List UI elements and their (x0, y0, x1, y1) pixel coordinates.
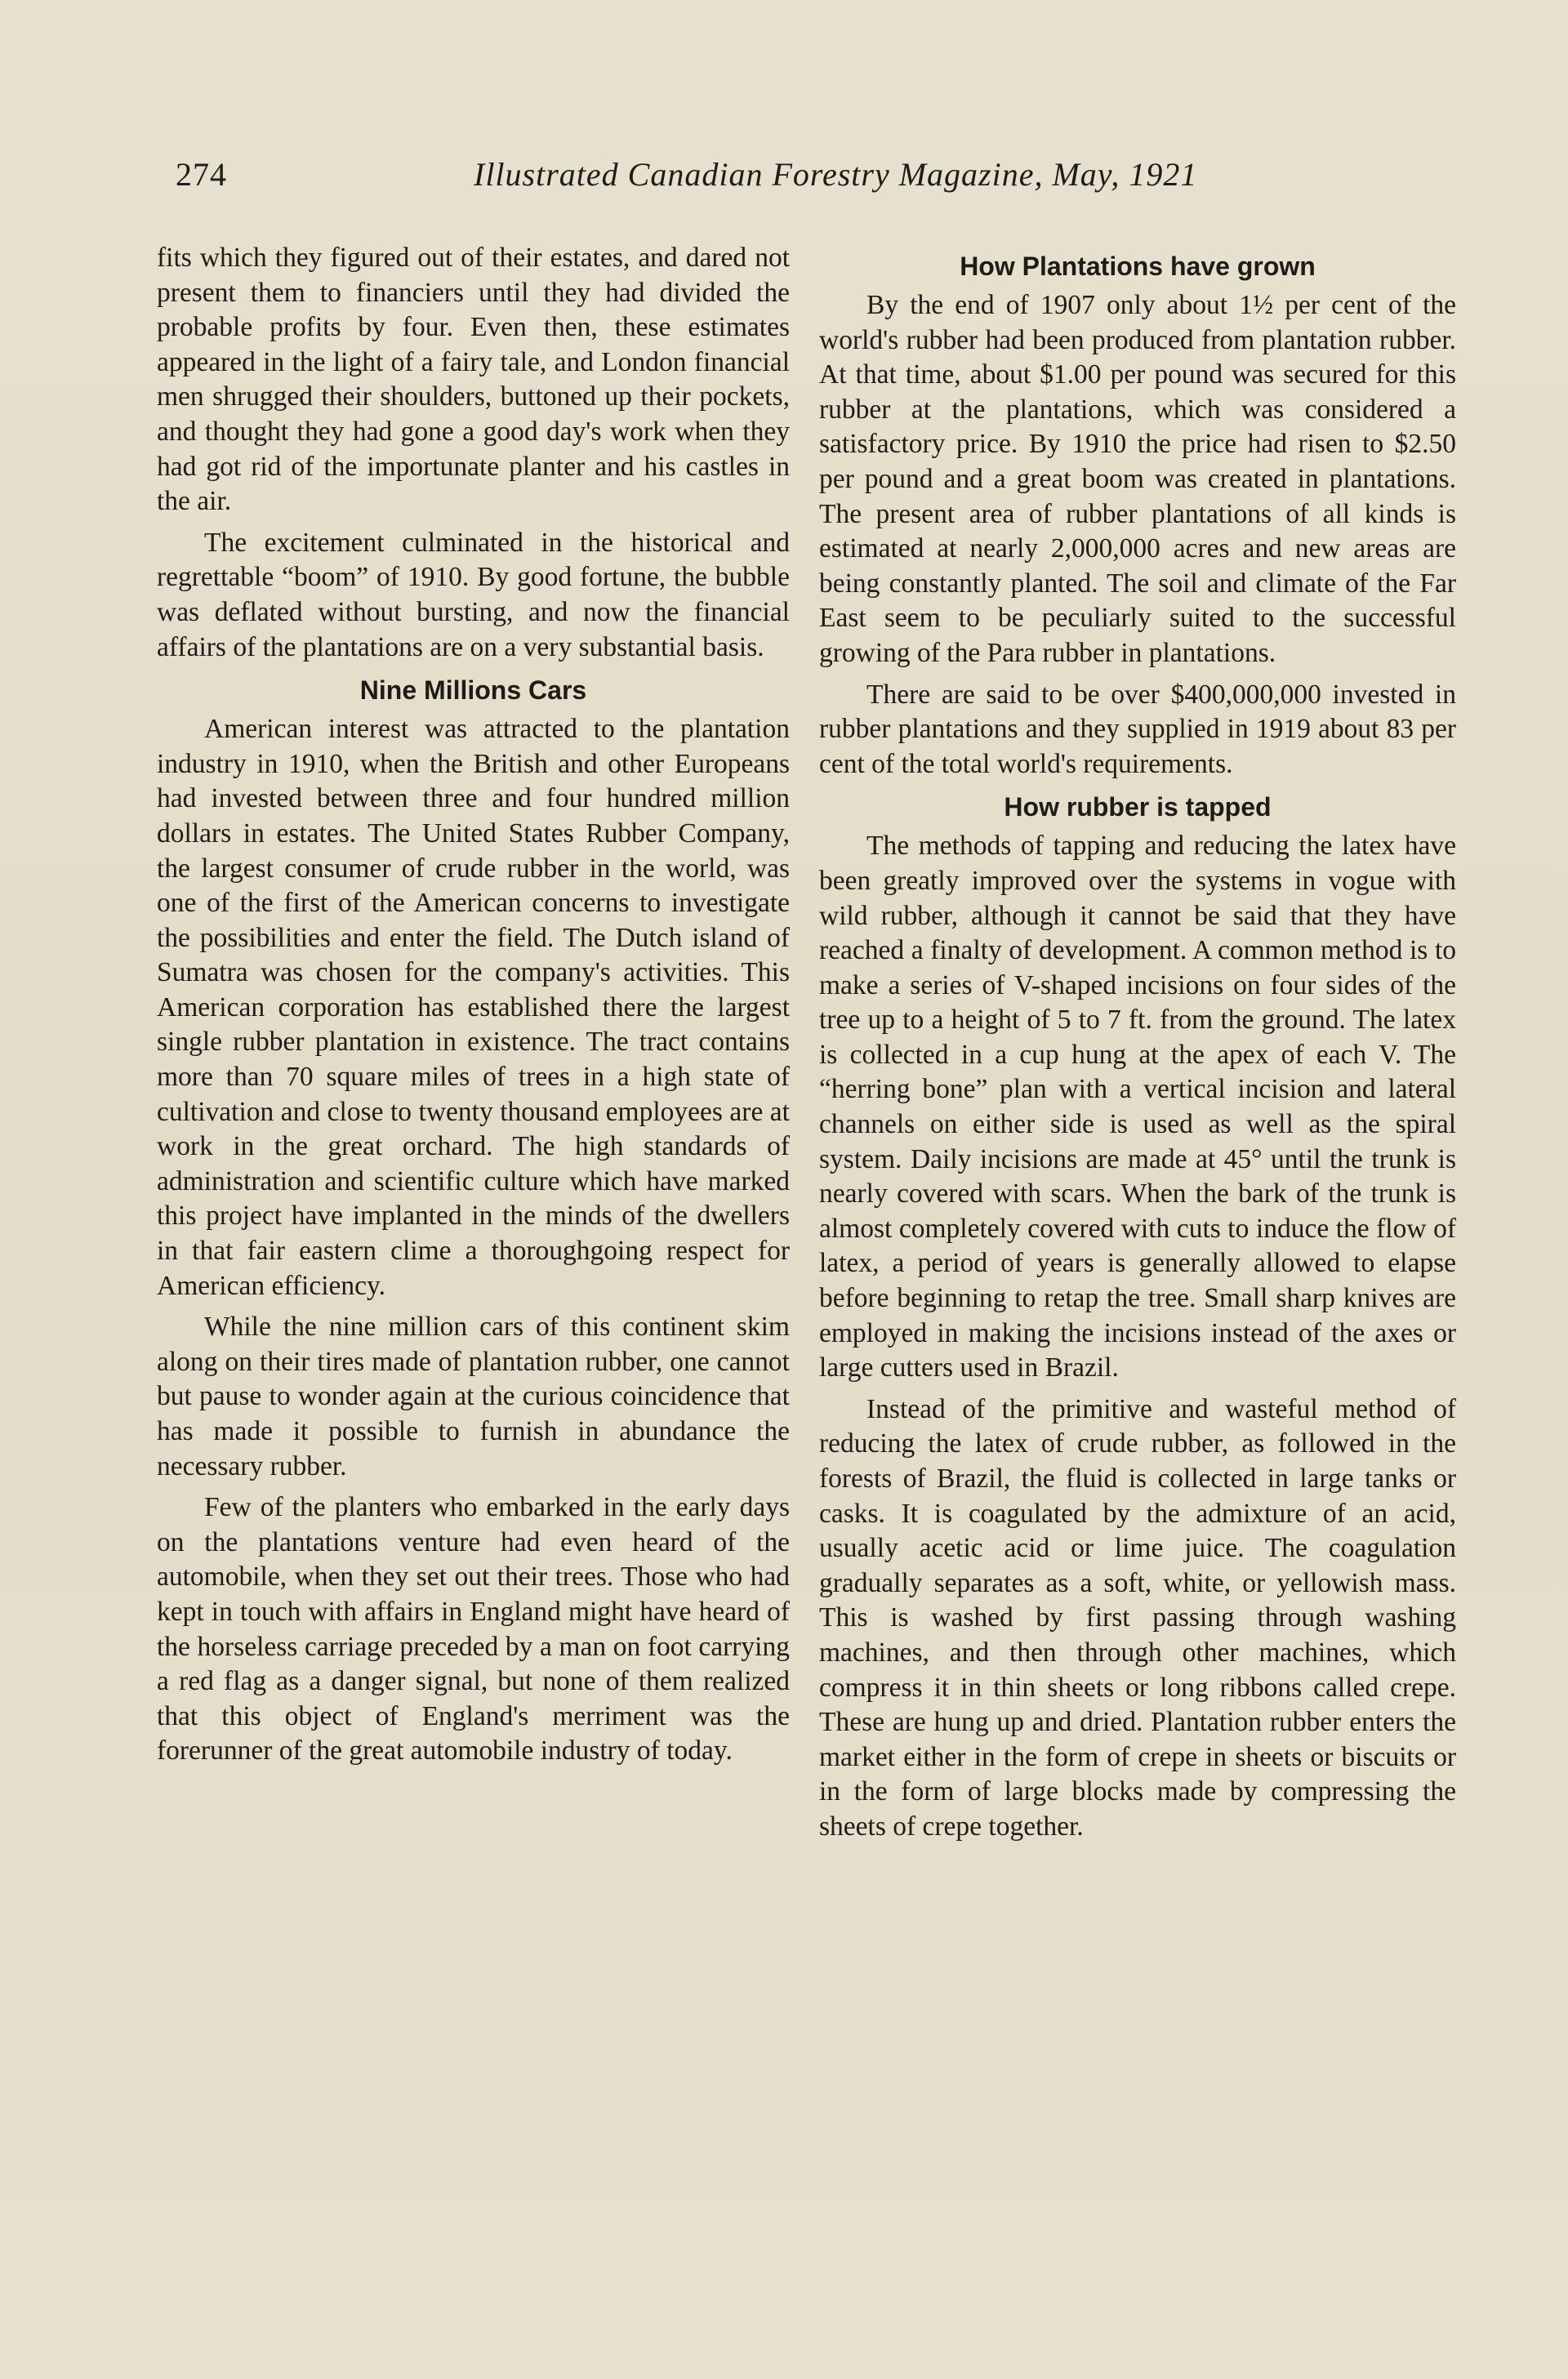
paragraph: fits which they figured out of their estates, and dared not present them to financiers until they had divided the probable profits by four. Even then, these estimates appeared in the light of a fairy tale, and London financial men shrugged their shoulders, buttoned up their pockets, and thought they had gone a good day's work when they had got rid of the importunate planter and his castles in the air. (157, 243, 790, 517)
paragraph: Instead of the primitive and wasteful method of reducing the latex of crude rubber, as followed in the forests of Brazil, the fluid is collected in large tanks or casks. It is coagulated by the admixture of an acid, usually acetic acid or lime juice. The coagulation gradually separates as a soft, white, or yellowish mass. This is washed by first passing through washing machines, and then through other machines, which compress it in thin sheets or long ribbons called crepe. These are hung up and dried. Plantation rubber enters the market either in the form of crepe in sheets or biscuits or in the form of large blocks made by compressing the sheets of crepe together. (819, 1393, 1456, 1842)
paragraph: American interest was attracted to the plantation industry in 1910, when the British and other Europeans had invested between three and four hundred million dollars in estates. The United States Rubber Company, the largest consumer of crude rubber in the world, was one of the first of the American concerns to investigate the possibilities and enter the field. The Dutch island of Sumatra was chosen for the company's activities. This American corporation has established there the largest single rubber plantation in existence. The tract contains more than 70 square miles of trees in a high state of cultivation and close to twenty thousand employees are at work in the great orchard. The high standards of administration and scientific culture which have marked this project have implanted in the minds of the dwellers in that fair eastern clime a thoroughgoing respect for American efficiency. (157, 714, 790, 1301)
paragraph: The excitement culminated in the historical and regrettable “boom” of 1910. By good fortune, the bubble was deflated without bursting, and now the financial affairs of the plantations are on a very substantial basis. (157, 527, 790, 662)
paragraph: There are said to be over $400,000,000 invested in rubber plantations and they supplied in 1919 about 83 per cent of the total world's requirements. (819, 679, 1456, 779)
section-heading: How Plantations have grown (960, 252, 1316, 281)
page-header (176, 155, 1198, 212)
paragraph: By the end of 1907 only about 1½ per cent of the world's rubber had been produced from plantation rubber. At that time, about $1.00 per pound was secured for this rubber at the plantations, which was considered a satisfactory price. By 1910 the price had risen to $2.50 per pound and a great boom was created in plantations. The present area of rubber plantations of all kinds is estimated at nearly 2,000,000 acres and new areas are being constantly planted. The soil and climate of the Far East seem to be peculiarly suited to the successful growing of the Para rubber in plantations. (819, 290, 1456, 668)
section-heading: How rubber is tapped (1004, 792, 1272, 822)
paragraph: The methods of tapping and reducing the latex have been greatly improved over the systems in vogue with wild rubber, although it cannot be said that they have reached a finalty of development. A common method is to make a series of V-shaped incisions on four sides of the tree up to a height of 5 to 7 ft. from the ground. The latex is collected in a cup hung at the apex of each V. The “herring bone” plan with a vertical incision and lateral channels on either side is used as well as the spiral system. Daily incisions are made at 45° until the trunk is nearly covered with scars. When the bark of the trunk is almost completely covered with cuts to induce the flow of latex, a period of years is generally allowed to elapse before beginning to retap the tree. Small sharp knives are employed in making the incisions instead of the axes or large cutters used in Brazil. (819, 831, 1456, 1383)
section-heading: Nine Millions Cars (359, 675, 587, 706)
paragraph: Few of the planters who embarked in the early days on the plantations venture had even heard of the automobile, when they set out their trees. Those who had kept in touch with affairs in England might have heard of the horseless carriage preceded by a man on foot carrying a red flag as a danger signal, but none of them realized that this object of England's merriment was the forerunner of the great automobile industry of today. (157, 1492, 790, 1766)
paragraph: While the nine million cars of this continent skim along on their tires made of plantation rubber, one cannot but pause to wonder again at the curious coincidence that has made it possible to furnish in abundance the necessary rubber. (157, 1312, 790, 1481)
page-number: 274 (176, 156, 227, 193)
running-title: Illustrated Canadian Forestry Magazine, May, 1921 (474, 156, 1198, 193)
left-column (157, 241, 790, 1775)
right-column (819, 241, 1456, 1851)
